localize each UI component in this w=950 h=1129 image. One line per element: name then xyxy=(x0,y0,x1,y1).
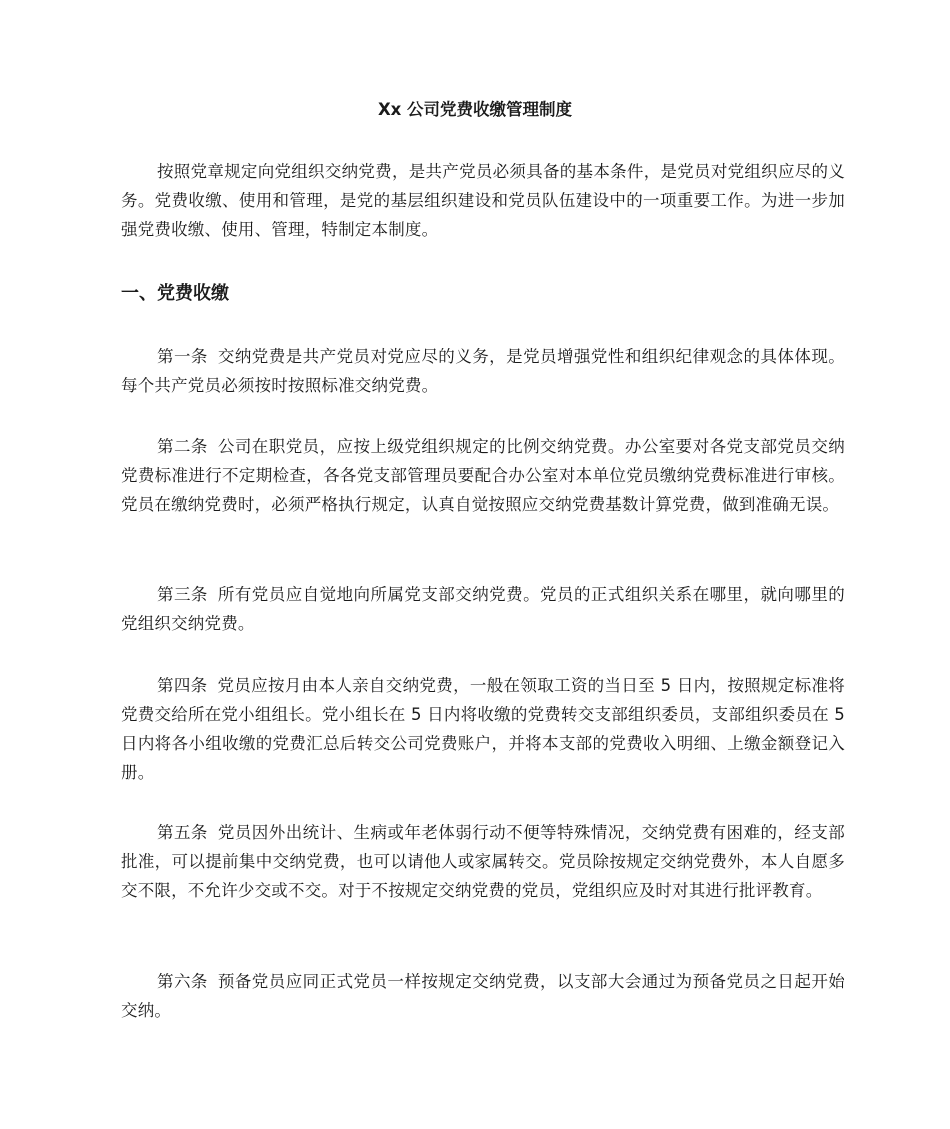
article-label: 第四条 xyxy=(157,676,208,695)
article-label: 第二条 xyxy=(157,437,208,456)
article-paragraph xyxy=(121,818,845,905)
article-text: 党员因外出统计、生病或年老体弱行动不便等特殊情况，交纳党费有困难的，经支部批准，可以提前集中交纳党费，也可以请他人或家属转交。党员除按规定交纳党费外，本人自愿多交不限，不允许少交或不交。对于不按规定交纳党费的党员，党组织应及时对其进行批评教育。 xyxy=(121,823,845,900)
article-paragraph xyxy=(121,580,845,638)
article-paragraph xyxy=(121,967,845,1025)
article-paragraph xyxy=(121,671,845,787)
section-heading: 一、党费收缴 xyxy=(121,283,229,304)
intro-paragraph: 按照党章规定向党组织交纳党费，是共产党员必须具备的基本条件，是党员对党组织应尽的义务。党费收缴、使用和管理，是党的基层组织建设和党员队伍建设中的一项重要工作。为进一步加强党费收缴、使用、管理，特制定本制度。 xyxy=(121,162,845,239)
article-label: 第六条 xyxy=(157,972,208,991)
document-title: Xx 公司党费收缴管理制度 xyxy=(377,100,573,119)
article-paragraph xyxy=(121,432,845,519)
article-text: 党员应按月由本人亲自交纳党费，一般在领取工资的当日至 5 日内，按照规定标准将党费交给所在党小组组长。党小组长在 5 日内将收缴的党费转交支部组织委员，支部组织委员在 5 日内将各小组收缴的党费汇总后转交公司党费账户，并将本支部的党费收入明细、上缴金额登记入册。 xyxy=(121,676,845,782)
article-label: 第五条 xyxy=(157,823,208,842)
article-text: 公司在职党员，应按上级党组织规定的比例交纳党费。办公室要对各党支部党员交纳党费标准进行不定期检查，各各党支部管理员要配合办公室对本单位党员缴纳党费标准进行审核。党员在缴纳党费时，必须严格执行规定，认真自觉按照应交纳党费基数计算党费，做到准确无误。 xyxy=(121,437,845,514)
article-paragraph xyxy=(121,342,845,400)
article-label: 第一条 xyxy=(157,347,208,366)
article-label: 第三条 xyxy=(157,585,208,604)
article-text: 所有党员应自觉地向所属党支部交纳党费。党员的正式组织关系在哪里，就向哪里的党组织交纳党费。 xyxy=(121,585,845,633)
article-text: 预备党员应同正式党员一样按规定交纳党费，以支部大会通过为预备党员之日起开始交纳。 xyxy=(121,972,845,1020)
article-text: 交纳党费是共产党员对党应尽的义务，是党员增强党性和组织纪律观念的具体体现。每个共产党员必须按时按照标准交纳党费。 xyxy=(121,347,845,395)
